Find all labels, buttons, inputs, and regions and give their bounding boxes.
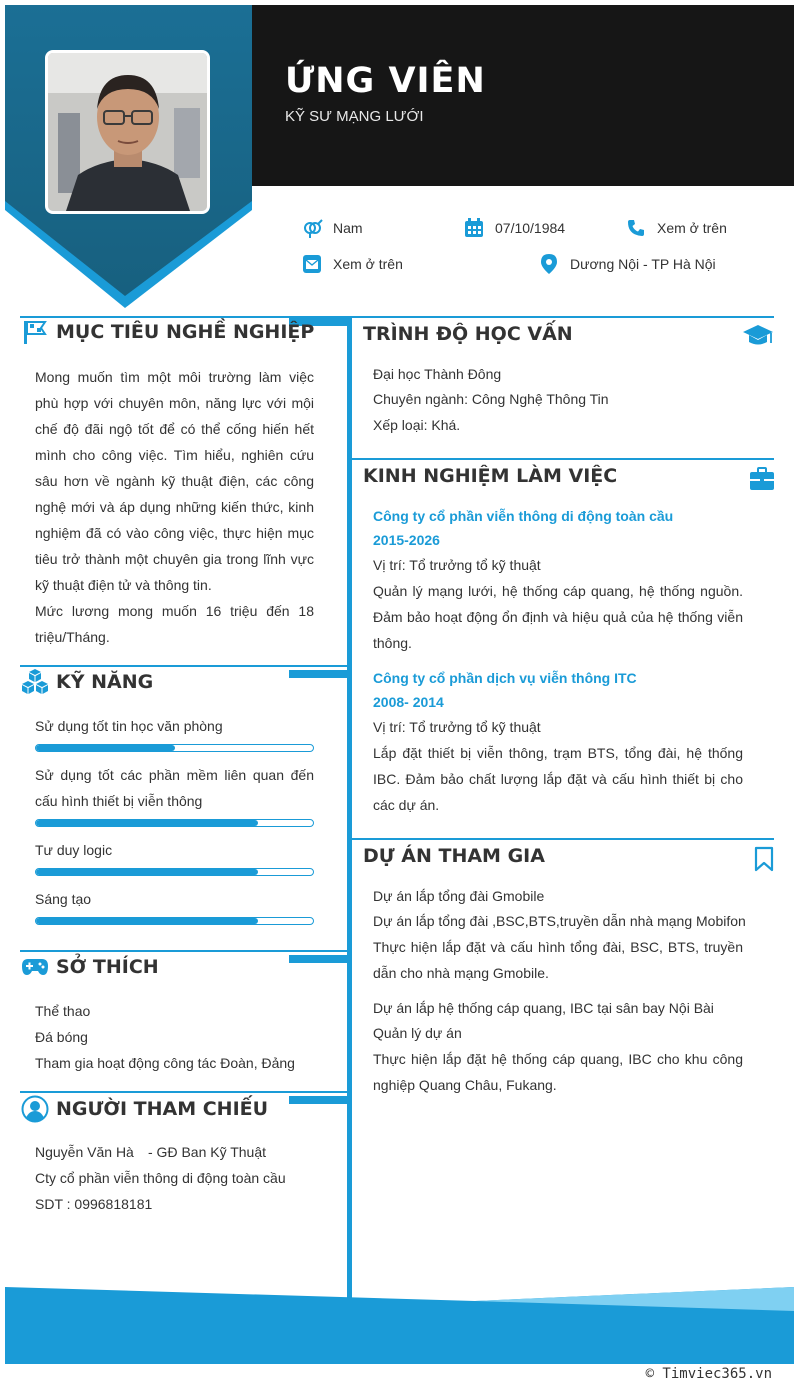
education-title: TRÌNH ĐỘ HỌC VẤN xyxy=(363,323,573,345)
project-role: Quản lý dự án xyxy=(373,1025,462,1041)
candidate-photo xyxy=(45,50,210,214)
hobby-item: Tham gia hoạt động công tác Đoàn, Đảng xyxy=(35,1055,295,1071)
contact-phone xyxy=(625,217,727,239)
job-title: KỸ SƯ MẠNG LƯỚI xyxy=(285,108,424,125)
divider-projects xyxy=(352,838,774,840)
column-divider xyxy=(347,316,352,1301)
briefcase-icon xyxy=(745,464,779,494)
candidate-name: ỨNG VIÊN xyxy=(285,61,486,101)
contact-gender xyxy=(301,217,363,239)
objective-paragraph-1: Mong muốn tìm một môi trường làm việc phù hợp với chuyên môn, năng lực với mội chế độ đãi ngộ tốt để có thể cống hiến hết mình cho công việc. Tìm hiểu, nghiên cứu sâu hơn về ngành kỹ thuật điện, các công nghệ mới và áp dụng những kiến thức, kinh nghiệm đã có vào công việc, thực hiện mục tiêu trở thành một chuyên gia trong lĩnh vực kỹ thuật điện tử và thông tin. xyxy=(35,369,314,593)
skill-bar xyxy=(35,868,314,876)
gender-value: Nam xyxy=(333,220,363,236)
divider-references xyxy=(20,1091,347,1093)
hobbies-title: SỞ THÍCH xyxy=(56,956,159,978)
education-heading xyxy=(363,319,573,349)
graduation-cap-icon xyxy=(741,321,775,351)
calendar-icon xyxy=(463,217,485,239)
phone-value: Xem ở trên xyxy=(657,220,727,236)
education-school: Đại học Thành Đông xyxy=(373,366,502,382)
skill-bar-fill xyxy=(36,918,258,924)
skill-bar-fill xyxy=(36,869,258,875)
skill-bar xyxy=(35,917,314,925)
contact-dob xyxy=(463,217,565,239)
job-position: Vị trí: Tổ trưởng tổ kỹ thuật xyxy=(373,719,541,735)
job-position: Vị trí: Tổ trưởng tổ kỹ thuật xyxy=(373,557,541,573)
skills-heading xyxy=(20,667,153,697)
skill-bar-fill xyxy=(36,745,175,751)
job-description: Quản lý mạng lưới, hệ thống cáp quang, hệ thống nguồn. Đảm bảo hoạt động ổn định và hiệu quả của hệ thống viễn thông. xyxy=(373,583,743,651)
email-value: Xem ở trên xyxy=(333,256,403,272)
phone-icon xyxy=(625,217,647,239)
divider-tab xyxy=(289,955,347,963)
skill-label: Sử dụng tốt các phần mềm liên quan đến cấu hình thiết bị viễn thông xyxy=(35,767,314,809)
project-description: Thực hiện lắp đặt hệ thống cáp quang, IBC cho khu công nghiệp Quang Châu, Fukang. xyxy=(373,1051,743,1093)
footer-band xyxy=(5,1275,794,1364)
job-company: Công ty cổ phần viễn thông di động toàn cầu xyxy=(373,508,674,524)
reference-company: Cty cổ phần viễn thông di động toàn cầu xyxy=(35,1170,286,1186)
watermark: © Timviec365.vn xyxy=(645,1366,772,1382)
flag-icon xyxy=(20,317,50,347)
job-description: Lắp đặt thiết bị viễn thông, trạm BTS, tổng đài, hệ thống IBC. Đảm bảo chất lượng lắp đặt và cấu hình thiết bị cho các dự án. xyxy=(373,745,743,813)
experience-title: KINH NGHIỆM LÀM VIỆC xyxy=(363,465,618,487)
experience-heading xyxy=(363,461,617,491)
project-description: Thực hiện lắp đặt và cấu hình tổng đài, BSC, BTS, truyền dẫn cho nhà mạng Gmobile. xyxy=(373,939,743,981)
skill-bar xyxy=(35,744,314,752)
skill-bar xyxy=(35,819,314,827)
cv-page xyxy=(5,5,794,1364)
contact-email xyxy=(301,253,403,275)
email-icon xyxy=(301,253,323,275)
divider-education xyxy=(352,316,774,318)
cubes-icon xyxy=(20,667,50,697)
education-grade: Xếp loại: Khá. xyxy=(373,417,461,433)
skill-label: Sử dụng tốt tin học văn phòng xyxy=(35,718,223,734)
references-heading xyxy=(20,1094,268,1124)
gamepad-icon xyxy=(20,952,50,982)
projects-heading xyxy=(363,841,545,871)
reference-phone: SDT : 0996818181 xyxy=(35,1196,153,1212)
hobbies-heading xyxy=(20,952,159,982)
reference-name: Nguyễn Văn Hà xyxy=(35,1144,134,1160)
divider-experience xyxy=(352,458,774,460)
location-icon xyxy=(538,253,560,275)
gender-icon xyxy=(301,217,323,239)
hobby-item: Đá bóng xyxy=(35,1029,88,1045)
references-title: NGƯỜI THAM CHIẾU xyxy=(56,1098,269,1120)
dob-value: 07/10/1984 xyxy=(495,220,566,236)
contact-address xyxy=(538,253,716,275)
skill-bar-fill xyxy=(36,820,258,826)
objective-heading xyxy=(20,317,314,347)
divider-tab xyxy=(289,670,347,678)
bookmark-icon xyxy=(747,844,781,874)
hobby-item: Thể thao xyxy=(35,1003,91,1019)
job-period: 2015-2026 xyxy=(373,532,440,548)
skill-label: Tư duy logic xyxy=(35,842,113,858)
objective-paragraph-2: Mức lương mong muốn 16 triệu đến 18 triệu/Tháng. xyxy=(35,603,314,645)
skills-title: KỸ NĂNG xyxy=(56,671,154,693)
job-period: 2008- 2014 xyxy=(373,694,444,710)
reference-position: - GĐ Ban Kỹ Thuật xyxy=(148,1144,267,1160)
project-name: Dự án lắp tổng đài Gmobile xyxy=(373,888,545,904)
divider-tab xyxy=(289,1096,347,1104)
project-name: Dự án lắp hệ thống cáp quang, IBC tại sân bay Nội Bài xyxy=(373,1000,714,1016)
job-company: Công ty cổ phần dịch vụ viễn thông ITC xyxy=(373,670,637,686)
objective-title: MỤC TIÊU NGHỀ NGHIỆP xyxy=(56,321,315,343)
address-value: Dương Nội - TP Hà Nội xyxy=(570,256,716,272)
project-role: Dự án lắp tổng đài ,BSC,BTS,truyền dẫn nhà mạng Mobifon xyxy=(373,913,746,929)
skill-label: Sáng tạo xyxy=(35,891,92,907)
user-circle-icon xyxy=(20,1094,50,1124)
education-major: Chuyên ngành: Công Nghệ Thông Tin xyxy=(373,391,609,407)
projects-title: DỰ ÁN THAM GIA xyxy=(363,845,545,867)
